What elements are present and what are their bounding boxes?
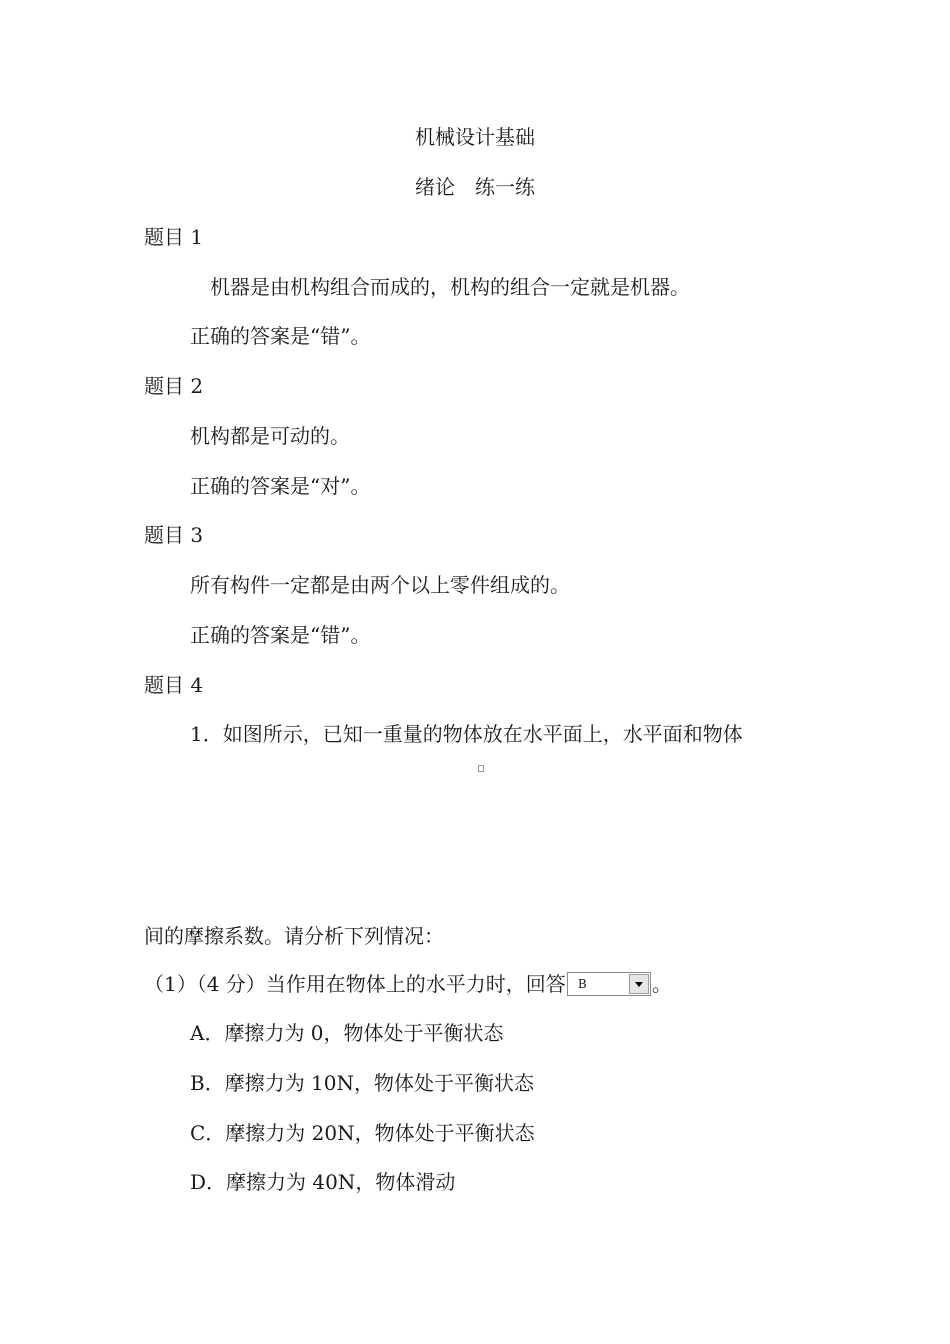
answer-select-value: B bbox=[577, 977, 587, 991]
option-a: A．摩擦力为 0，物体处于平衡状态 bbox=[190, 1021, 504, 1045]
question-2-text: 机构都是可动的。 bbox=[190, 424, 350, 448]
document-title: 机械设计基础 bbox=[415, 125, 535, 149]
question-3-answer: 正确的答案是“错”。 bbox=[190, 623, 371, 647]
question-3-text: 所有构件一定都是由两个以上零件组成的。 bbox=[190, 573, 570, 597]
document-subtitle: 绪论 练一练 bbox=[415, 175, 535, 199]
question-2-label: 题目 2 bbox=[144, 374, 204, 398]
figure-placeholder-icon bbox=[478, 765, 484, 772]
chevron-down-icon[interactable] bbox=[629, 974, 649, 994]
sub1-prompt: （1）（4 分）当作用在物体上的水平力时，回答 bbox=[144, 972, 566, 996]
question-3-label: 题目 3 bbox=[144, 523, 204, 547]
option-c: C．摩擦力为 20N，物体处于平衡状态 bbox=[190, 1121, 535, 1145]
question-4-text-line2: 间的摩擦系数。请分析下列情况： bbox=[144, 924, 444, 948]
question-4-sub1 bbox=[144, 971, 672, 997]
question-1-text: 机器是由机构组合而成的，机构的组合一定就是机器。 bbox=[210, 275, 690, 299]
question-2-answer: 正确的答案是“对”。 bbox=[190, 474, 371, 498]
question-1-label: 题目 1 bbox=[144, 225, 204, 249]
answer-select[interactable] bbox=[567, 972, 651, 996]
option-b: B．摩擦力为 10N，物体处于平衡状态 bbox=[190, 1071, 535, 1095]
sub1-suffix: 。 bbox=[651, 972, 672, 996]
question-4-label: 题目 4 bbox=[144, 673, 204, 697]
question-4-text-line1: 1．如图所示，已知一重量的物体放在水平面上，水平面和物体 bbox=[190, 722, 743, 746]
question-1-answer: 正确的答案是“错”。 bbox=[190, 324, 371, 348]
option-d: D．摩擦力为 40N，物体滑动 bbox=[190, 1170, 456, 1194]
